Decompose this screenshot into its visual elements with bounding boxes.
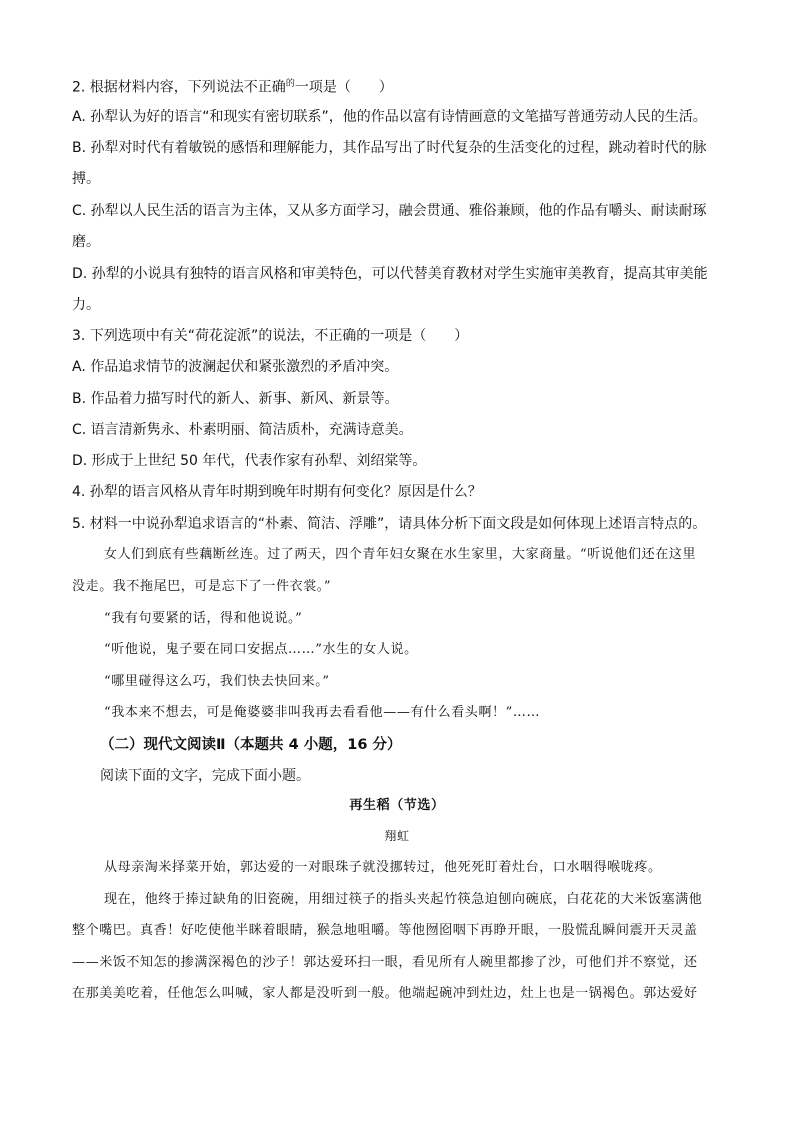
question-2-stem: 2. 根据材料内容，下列说法不正确$^的$一项是（ ） bbox=[72, 79, 393, 96]
question-2-option-c-line1: C. 孙犁以人民生活的语言为主体，又从多方面学习，融会贯通、雅俗兼顾，他的作品有嚼头、耐读耐琢 bbox=[72, 203, 707, 219]
excerpt-paragraph-4: “哪里碰得这么巧，我们快去快回来。” bbox=[104, 674, 330, 689]
question-3-option-d: D. 形成于上世纪 50 年代，代表作家有孙犁、刘绍棠等。 bbox=[72, 453, 427, 469]
question-3-option-b: B. 作品着力描写时代的新人、新事、新风、新景等。 bbox=[72, 391, 399, 407]
question-2-option-a: A. 孙犁认为好的语言“和现实有密切联系”，他的作品以富有诗情画意的文笔描写普通劳动人民的生活。 bbox=[72, 109, 707, 125]
question-4: 4. 孙犁的语言风格从青年时期到晚年时期有何变化？原因是什么？ bbox=[72, 484, 482, 500]
excerpt-paragraph-2: “我有句要紧的话，得和他说说。” bbox=[104, 611, 303, 626]
excerpt-paragraph-3: “听他说，鬼子要在同口安据点……”水生的女人说。 bbox=[104, 642, 418, 657]
question-5: 5. 材料一中说孙犁追求语言的“朴素、简洁、浮雕”，请具体分析下面文段是如何体现上述语言特点的。 bbox=[72, 516, 707, 532]
question-2-option-c-line2: 磨。 bbox=[72, 234, 100, 250]
question-3-option-a: A. 作品追求情节的波澜起伏和紧张激烈的矛盾冲突。 bbox=[72, 359, 399, 375]
section-heading: （二）现代文阅读Ⅱ（本题共 4 小题，16 分） bbox=[100, 737, 402, 753]
question-2-option-b-line2: 搏。 bbox=[72, 171, 100, 187]
story-paragraph-2-line2: 整个嘴巴。真香！好吃使他半眯着眼睛，猴急地咀嚼。等他囫囵咽下再睁开眼，一股慌乱瞬间震开天灵盖 bbox=[72, 923, 698, 938]
excerpt-paragraph-1-line1: 女人们到底有些藕断丝连。过了两天，四个青年妇女聚在水生家里，大家商量。“听说他们还在这里 bbox=[104, 547, 697, 562]
question-2-option-d-line2: 力。 bbox=[72, 297, 100, 313]
excerpt-paragraph-5: “我本来不想去，可是俺婆婆非叫我再去看看他——有什么看头啊！”…… bbox=[104, 705, 541, 720]
story-paragraph-2-line4: 在那美美吃着，任他怎么叫喊，家人都是没听到一般。他端起碗冲到灶边，灶上也是一锅褐色。郭达爱好 bbox=[72, 986, 698, 1001]
story-title: 再生稻（节选） bbox=[349, 798, 445, 813]
story-paragraph-2-line3: ——米饭不知怎的掺满深褐色的沙子！郭达爱环扫一眼，看见所有人碗里都掺了沙，可他们并不察觉，还 bbox=[72, 955, 698, 970]
question-3-option-c: C. 语言清新隽永、朴素明丽、简洁质朴，充满诗意美。 bbox=[72, 422, 413, 438]
excerpt-paragraph-1-line2: 没走。我不拖尾巴，可是忘下了一件衣裳。” bbox=[72, 579, 332, 594]
story-author: 翔虹 bbox=[384, 829, 410, 843]
superscript-char: 的 bbox=[285, 79, 295, 89]
story-paragraph-1: 从母亲淘米择菜开始，郭达爱的一对眼珠子就没挪转过，他死死盯着灶台，口水咽得喉咙疼。 bbox=[104, 860, 662, 875]
question-2-option-b-line1: B. 孙犁对时代有着敏锐的感悟和理解能力，其作品写出了时代复杂的生活变化的过程，跳动着时代的脉 bbox=[72, 140, 707, 156]
question-3-stem: 3. 下列选项中有关“荷花淀派”的说法，不正确的一项是（ ） bbox=[72, 328, 469, 344]
story-paragraph-2-line1: 现在，他终于捧过缺角的旧瓷碗，用细过筷子的指头夹起竹筷急迫刨向碗底，白花花的大米饭塞满他 bbox=[104, 892, 703, 907]
section-instruction: 阅读下面的文字，完成下面小题。 bbox=[100, 768, 310, 784]
question-2-option-d-line1: D. 孙犁的小说具有独特的语言风格和审美特色，可以代替美育教材对学生实施审美教育，提高其审美能 bbox=[72, 266, 708, 282]
